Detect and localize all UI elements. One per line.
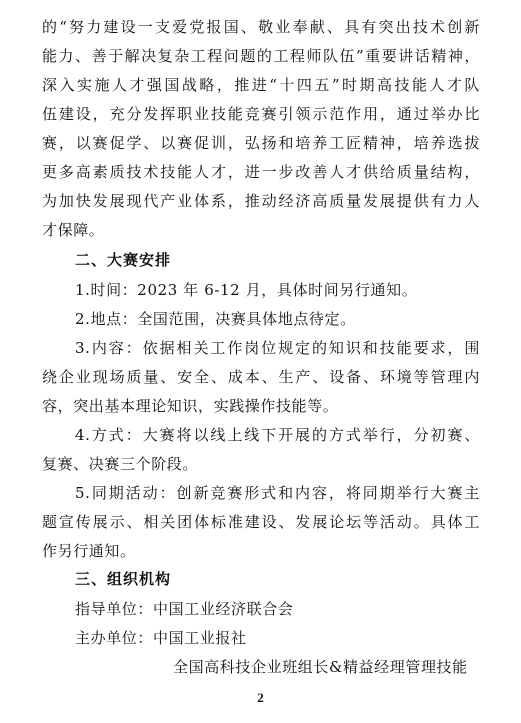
paragraph-line: 为加快发展现代产业体系，推动经济高质量发展提供有力人 (42, 192, 480, 210)
list-item-continuation: 容，突出基本理论知识，实践操作技能等。 (42, 397, 339, 415)
list-item: 2.地点：全国范围，决赛具体地点待定。 (75, 310, 356, 328)
list-item-continuation: 绕企业现场质量、安全、成本、生产、设备、环境等管理内 (42, 368, 480, 386)
guide-unit: 指导单位：中国工业经济联合会 (75, 600, 294, 618)
paragraph-line: 伍建设，充分发挥职业技能竞赛引领示范作用，通过举办比 (42, 105, 480, 123)
list-item-continuation: 题宣传展示、相关团体标准建设、发展论坛等活动。具体工 (42, 513, 480, 531)
paragraph-line: 更多高素质技术技能人才，进一步改善人才供给质量结构， (42, 163, 480, 181)
section-heading: 三、组织机构 (75, 570, 172, 588)
list-item: 1.时间：2023 年 6-12 月，具体时间另行通知。 (75, 281, 418, 299)
list-item: 3.内容：依据相关工作岗位规定的知识和技能要求，围 (75, 339, 480, 357)
paragraph-line: 的“努力建设一支爱党报国、敬业奉献、具有突出技术创新 (42, 18, 480, 36)
section-heading: 二、大赛安排 (75, 251, 172, 269)
host-unit-continuation: 全国高科技企业班组长&精益经理管理技能 (173, 658, 468, 676)
list-item: 4.方式：大赛将以线上线下开展的方式举行，分初赛、 (75, 426, 480, 444)
list-item: 5.同期活动：创新竞赛形式和内容，将同期举行大赛主 (75, 484, 480, 502)
paragraph-line: 深入实施人才强国战略，推进“十四五”时期高技能人才队 (42, 76, 480, 94)
list-item-continuation: 复赛、决赛三个阶段。 (42, 455, 199, 473)
host-unit: 主办单位：中国工业报社 (75, 629, 247, 647)
paragraph-line: 能力、善于解决复杂工程问题的工程师队伍”重要讲话精神， (42, 47, 480, 65)
list-item-continuation: 作另行通知。 (42, 542, 136, 560)
paragraph-line: 才保障。 (42, 221, 105, 239)
paragraph-line: 赛，以赛促学、以赛促训，弘扬和培养工匠精神，培养选拔 (42, 134, 480, 152)
page-number: 2 (257, 690, 264, 705)
